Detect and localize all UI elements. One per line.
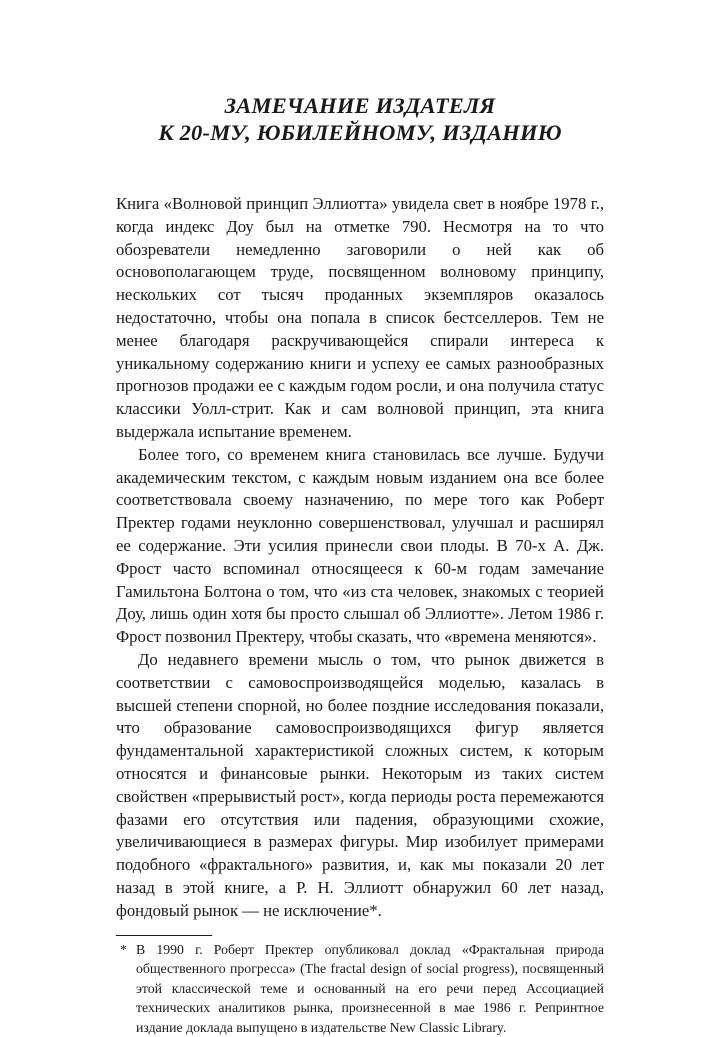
body-text: [116, 193, 604, 923]
footnote-mark: *: [120, 940, 127, 960]
footnote-divider: [116, 935, 212, 936]
footnote: [116, 940, 604, 1037]
paragraph-3: До недавнего времени мысль о том, что рынок движется в соответствии с самовоспроизводящейся моделью, казалась в высшей степени спорной, но более поздние исследования показали, что образование самовоспроизводящихся фигур является фундаментальной характеристикой сложных систем, к которым относятся и финансовые рынки. Некоторым из таких систем свойствен «прерывистый рост», когда периоды роста перемежаются фазами его отсутствия или падения, образующими схожие, увеличивающиеся в размерах фигуры. Мир изобилует примерами подобного «фрактального» развития, и, как мы показали 20 лет назад в этой книге, а Р. Н. Эллиотт обнаружил 60 лет назад, фондовый рынок — не исключение*.: [116, 649, 604, 923]
paragraph-1: Книга «Волновой принцип Эллиотта» увидела свет в ноябре 1978 г., когда индекс Доу был на отметке 790. Несмотря на то что обозреватели немедленно заговорили о ней как об основополагающем труде, посвященном волновому принципу, нескольких сот тысяч проданных экземпляров оказалось недостаточно, чтобы она попала в список бестселлеров. Тем не менее благодаря раскручивающейся спирали интереса к уникальному содержанию книги и успеху ее самых разнообразных прогнозов продажи ее с каждым годом росли, и она получила статус классики Уолл-стрит. Как и сам волновой принцип, эта книга выдержала испытание временем.: [116, 193, 604, 444]
title-line-2: К 20-МУ, ЮБИЛЕЙНОМУ, ИЗДАНИЮ: [116, 119, 604, 146]
book-page: [116, 92, 604, 1037]
footnote-text: В 1990 г. Роберт Пректер опубликовал доклад «Фрактальная природа общественного прогресса» (The fractal design of social progress), посвященный этой классической теме и основанный на его речи перед Ассоциацией технических аналитиков рынка, произнесенной в мае 1986 г. Репринтное издание доклада выпущено в издательстве New Classic Library.: [136, 942, 604, 1035]
page-title: [116, 92, 604, 146]
paragraph-2: Более того, со временем книга становилась все лучше. Будучи академическим текстом, с каждым новым изданием она все более соответствовала своему назначению, по мере того как Роберт Пректер годами неуклонно совершенствовал, улучшал и расширял ее содержание. Эти усилия принесли свои плоды. В 70-х А. Дж. Фрост часто вспоминал относящееся к 60-м годам замечание Гамильтона Болтона о том, что «из ста человек, знакомых с теорией Доу, лишь один хотя бы просто слышал об Эллиотте». Летом 1986 г. Фрост позвонил Пректеру, чтобы сказать, что «времена меняются».: [116, 444, 604, 649]
title-line-1: ЗАМЕЧАНИЕ ИЗДАТЕЛЯ: [116, 92, 604, 119]
